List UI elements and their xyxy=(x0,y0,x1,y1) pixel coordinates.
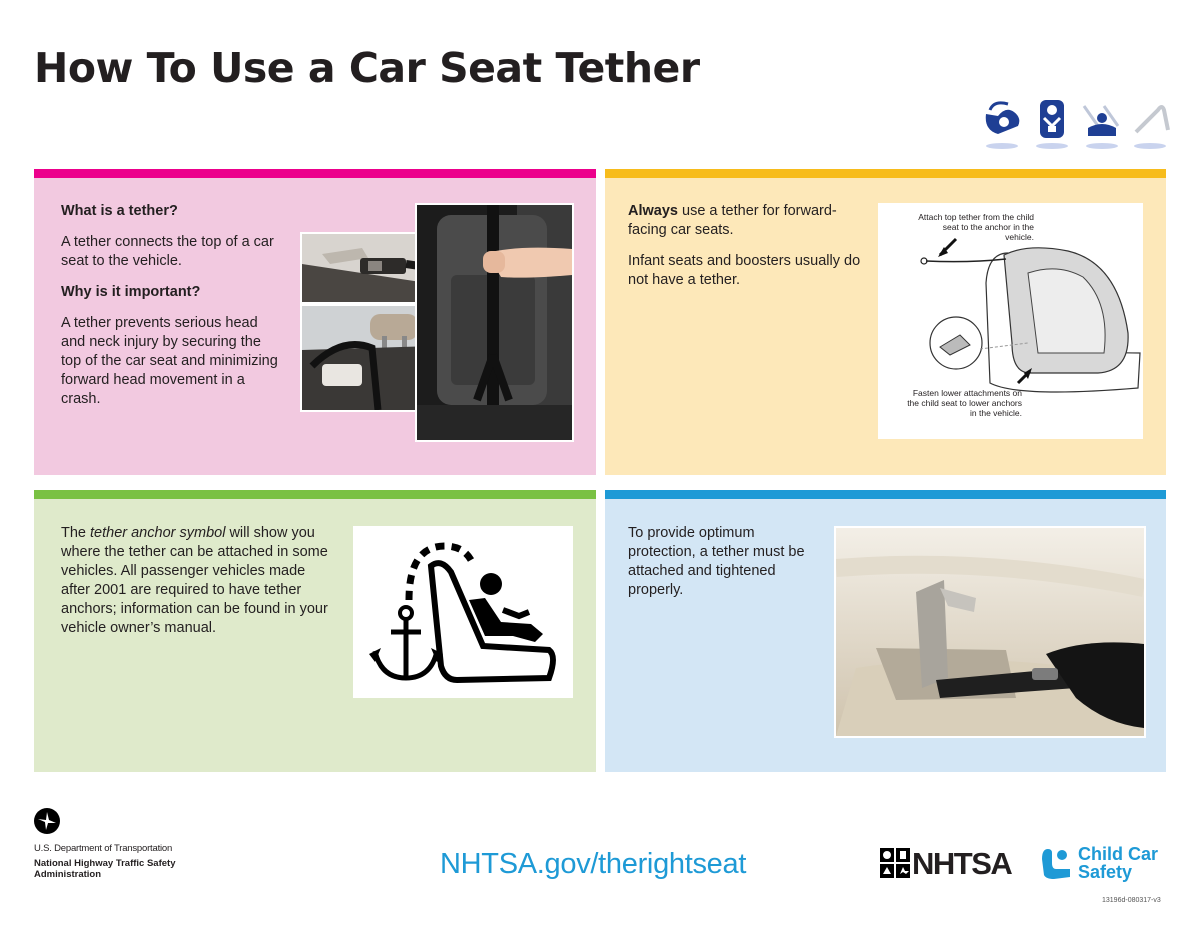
green-accent-bar xyxy=(34,490,596,499)
blue-accent-bar xyxy=(605,490,1166,499)
symbol-text-post: will show you where the tether can be attached in some vehicles. All passenger vehicles made after 2001 are required to have tether anchors; information can be found in your vehicle owner’s manual. xyxy=(61,525,328,636)
what-is-tether-panel xyxy=(34,169,596,475)
page-title: How To Use a Car Seat Tether xyxy=(34,44,700,92)
yellow-accent-bar xyxy=(605,169,1166,178)
lower-attachment-label: Fasten lower attachments on the child seat to lower anchors in the vehicle. xyxy=(907,388,1022,418)
anchor-attachment-photo xyxy=(834,526,1146,738)
child-car-safety-wordmark: Child Car Safety xyxy=(1078,844,1159,882)
child-car-safety-icon xyxy=(1040,845,1074,881)
dot-name: U.S. Department of Transportation xyxy=(34,843,173,854)
tether-diagram xyxy=(878,203,1143,439)
nhtsa-badge-icon xyxy=(880,848,910,878)
tether-anchor-symbol-panel xyxy=(34,490,596,772)
always-bold: Always xyxy=(628,203,678,219)
forward-facing-seat-icon xyxy=(1030,96,1074,152)
what-heading: What is a tether? xyxy=(61,203,178,219)
always-use-tether-panel xyxy=(605,169,1166,475)
symbol-text-pre: The xyxy=(61,525,91,541)
seat-belt-icon xyxy=(1128,96,1172,152)
car-seat-back-photo xyxy=(415,203,574,442)
what-body: A tether connects the top of a car seat to the vehicle. xyxy=(61,234,274,269)
optimum-protection-panel xyxy=(605,490,1166,772)
seat-type-icons xyxy=(980,96,1170,156)
always-use-text xyxy=(628,202,862,302)
nhtsa-wordmark: NHTSA xyxy=(912,846,1012,881)
rear-facing-seat-icon xyxy=(980,96,1024,152)
anchor-symbol-text xyxy=(61,524,331,650)
symbol-text-italic: tether anchor symbol xyxy=(90,525,226,541)
always-rest: use a tether for forward-facing car seats. xyxy=(628,203,837,238)
tether-anchor-symbol-icon xyxy=(353,526,573,698)
what-is-tether-text xyxy=(61,202,279,421)
top-tether-label: Attach top tether from the child seat to the anchor in the vehicle. xyxy=(918,212,1034,242)
why-heading: Why is it important? xyxy=(61,284,201,300)
website-link[interactable]: NHTSA.gov/therightseat xyxy=(440,848,747,880)
document-code: 13196d-080317-v3 xyxy=(1102,897,1161,904)
protection-body: To provide optimum protection, a tether must be attached and tightened properly. xyxy=(628,525,805,598)
pink-accent-bar xyxy=(34,169,596,178)
optimum-protection-text xyxy=(628,524,808,612)
nhtsa-full-name: National Highway Traffic Safety Administration xyxy=(34,858,176,880)
why-body: A tether prevents serious head and neck injury by securing the top of the car seat and minimizing forward head movement in a crash. xyxy=(61,315,278,407)
infant-booster-note: Infant seats and boosters usually do not have a tether. xyxy=(628,253,861,288)
dot-logo-icon xyxy=(34,808,60,834)
booster-seat-icon xyxy=(1080,96,1124,152)
